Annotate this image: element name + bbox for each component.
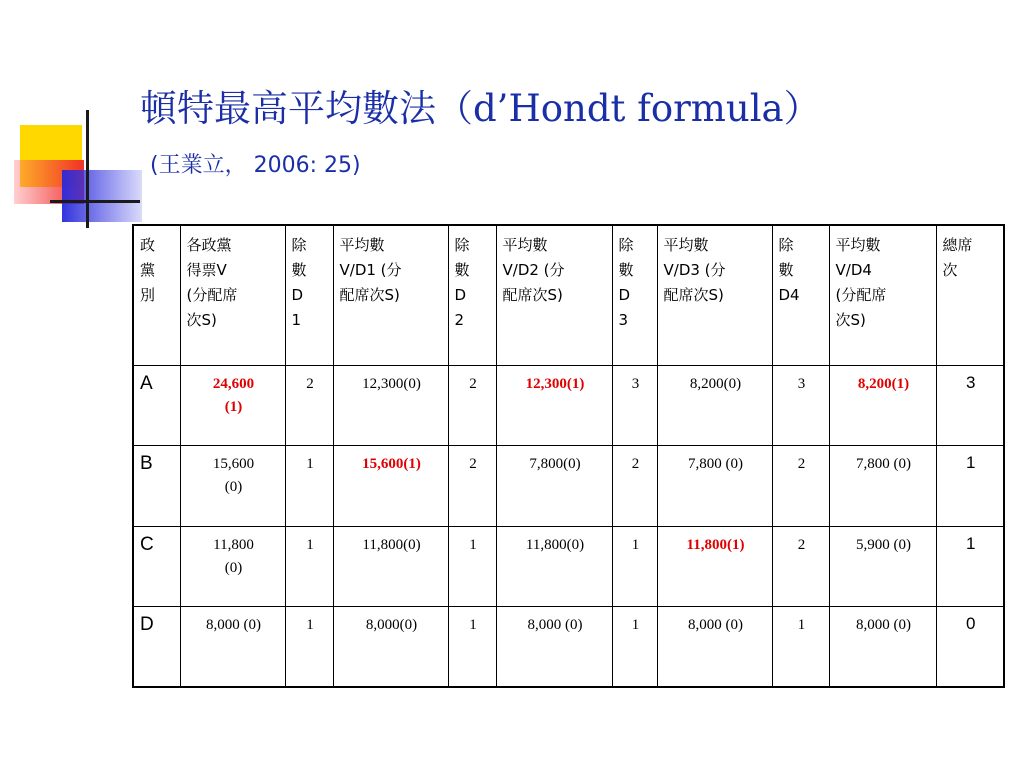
average-cell: 7,800 (0) (829, 446, 936, 526)
divisor-cell: 2 (612, 446, 657, 526)
header-average-4: 平均數 V/D4 (分配席 次S) (829, 225, 936, 366)
header-votes: 各政黨 得票V (分配席 次S) (180, 225, 285, 366)
divisor-cell: 2 (448, 446, 496, 526)
divisor-cell: 1 (285, 607, 333, 687)
party-cell: A (133, 366, 180, 446)
decor-blue-gradient (62, 170, 142, 222)
divisor-cell: 1 (612, 526, 657, 606)
divisor-cell: 2 (285, 366, 333, 446)
party-cell: B (133, 446, 180, 526)
header-divisor-1: 除 數 D 1 (285, 225, 333, 366)
average-cell: 11,800(0) (333, 526, 448, 606)
divisor-cell: 3 (772, 366, 829, 446)
votes-cell: 8,000 (0) (180, 607, 285, 687)
header-divisor-2: 除 數 D 2 (448, 225, 496, 366)
dhondt-table (132, 224, 1005, 688)
table-row (133, 607, 1004, 687)
slide-subtitle: (王業立， 2006: 25) (150, 153, 361, 178)
average-cell-seat: 8,200(1) (829, 366, 936, 446)
header-party: 政 黨 別 (133, 225, 180, 366)
decor-horizontal-line (50, 200, 140, 203)
divisor-cell: 1 (285, 526, 333, 606)
total-seats-cell: 1 (936, 446, 1004, 526)
table-row (133, 366, 1004, 446)
header-average-2: 平均數 V/D2 (分 配席次S) (496, 225, 612, 366)
average-cell: 8,200(0) (657, 366, 772, 446)
average-cell: 8,000 (0) (829, 607, 936, 687)
header-divisor-3: 除 數 D 3 (612, 225, 657, 366)
table-row (133, 526, 1004, 606)
divisor-cell: 1 (612, 607, 657, 687)
average-cell: 8,000(0) (333, 607, 448, 687)
votes-cell: 15,600 (0) (180, 446, 285, 526)
divisor-cell: 1 (772, 607, 829, 687)
average-cell-seat: 15,600(1) (333, 446, 448, 526)
divisor-cell: 2 (448, 366, 496, 446)
slide-title: 頓特最高平均數法（d’Hondt formula） (140, 87, 821, 130)
votes-cell: 11,800 (0) (180, 526, 285, 606)
divisor-cell: 2 (772, 526, 829, 606)
average-cell: 8,000 (0) (657, 607, 772, 687)
header-average-1: 平均數 V/D1 (分 配席次S) (333, 225, 448, 366)
average-cell: 7,800 (0) (657, 446, 772, 526)
average-cell: 11,800(0) (496, 526, 612, 606)
party-cell: C (133, 526, 180, 606)
average-cell-seat: 11,800(1) (657, 526, 772, 606)
party-cell: D (133, 607, 180, 687)
divisor-cell: 1 (285, 446, 333, 526)
table-row (133, 446, 1004, 526)
header-total-seats: 總席 次 (936, 225, 1004, 366)
divisor-cell: 2 (772, 446, 829, 526)
votes-cell: 24,600 (1) (180, 366, 285, 446)
average-cell-seat: 12,300(1) (496, 366, 612, 446)
divisor-cell: 1 (448, 607, 496, 687)
average-cell: 7,800(0) (496, 446, 612, 526)
total-seats-cell: 0 (936, 607, 1004, 687)
header-divisor-4: 除 數 D4 (772, 225, 829, 366)
divisor-cell: 1 (448, 526, 496, 606)
total-seats-cell: 3 (936, 366, 1004, 446)
header-row (133, 225, 1004, 366)
average-cell: 12,300(0) (333, 366, 448, 446)
average-cell: 8,000 (0) (496, 607, 612, 687)
total-seats-cell: 1 (936, 526, 1004, 606)
decor-vertical-line (86, 110, 89, 228)
divisor-cell: 3 (612, 366, 657, 446)
average-cell: 5,900 (0) (829, 526, 936, 606)
header-average-3: 平均數 V/D3 (分 配席次S) (657, 225, 772, 366)
